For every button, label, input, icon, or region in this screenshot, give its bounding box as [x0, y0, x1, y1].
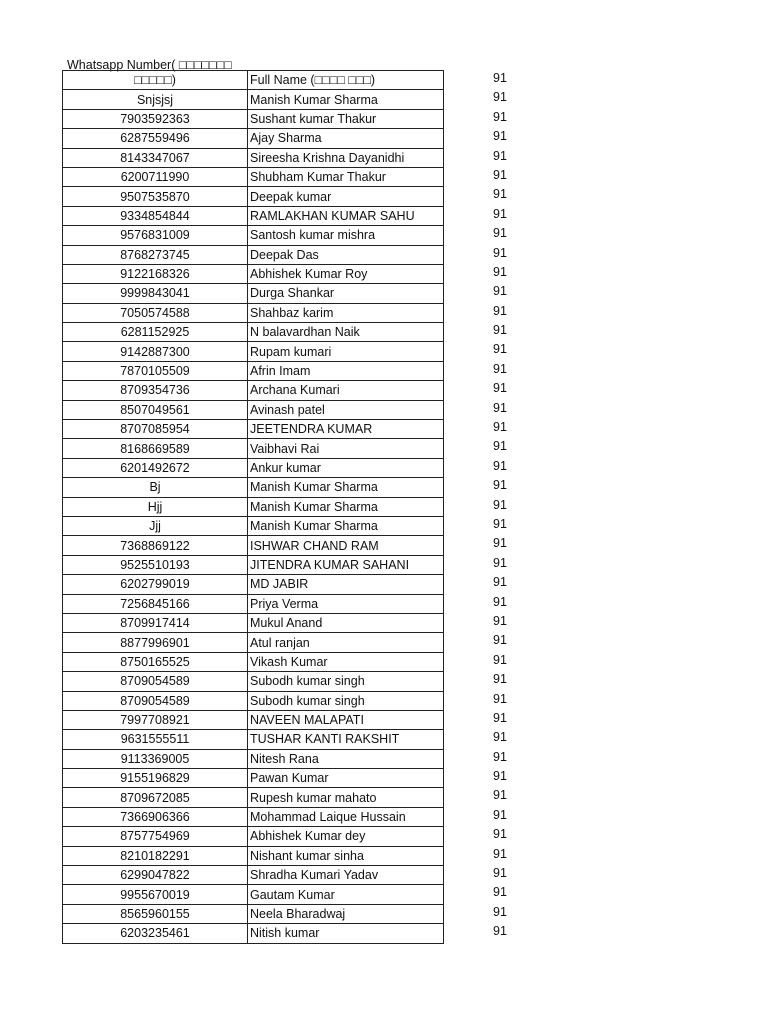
whatsapp-number-cell[interactable]: 8709054589	[63, 691, 248, 710]
table-row	[63, 730, 444, 749]
table-row	[63, 148, 444, 167]
table-row	[63, 381, 444, 400]
country-code-cell: 91	[493, 226, 507, 241]
country-code-cell: 91	[493, 303, 507, 318]
full-name-cell[interactable]: Nishant kumar sinha	[248, 846, 444, 865]
country-code-cell: 91	[493, 478, 507, 493]
full-name-cell[interactable]: Rupesh kumar mahato	[248, 788, 444, 807]
whatsapp-number-cell[interactable]: 6200711990	[63, 167, 248, 186]
table-row	[63, 497, 444, 516]
table-row	[63, 109, 444, 128]
whatsapp-number-cell[interactable]: 9631555511	[63, 730, 248, 749]
whatsapp-number-cell[interactable]: 9113369005	[63, 749, 248, 768]
whatsapp-number-cell[interactable]: 8210182291	[63, 846, 248, 865]
table-row	[63, 555, 444, 574]
country-code-cell: 91	[493, 439, 507, 454]
full-name-cell[interactable]: Abhishek Kumar dey	[248, 827, 444, 846]
whatsapp-number-cell[interactable]: 8143347067	[63, 148, 248, 167]
table-row	[63, 420, 444, 439]
country-code-cell: 91	[493, 323, 507, 338]
table-row	[63, 458, 444, 477]
full-name-cell[interactable]: Avinash patel	[248, 400, 444, 419]
table-row	[63, 323, 444, 342]
whatsapp-number-cell[interactable]: 6299047822	[63, 866, 248, 885]
full-name-cell[interactable]: Atul ranjan	[248, 633, 444, 652]
whatsapp-number-header: □□□□□)	[63, 71, 248, 90]
table-row	[63, 303, 444, 322]
table-row	[63, 187, 444, 206]
whatsapp-number-cell[interactable]: Bj	[63, 478, 248, 497]
whatsapp-number-cell[interactable]: 8709672085	[63, 788, 248, 807]
whatsapp-number-cell[interactable]: 8877996901	[63, 633, 248, 652]
full-name-cell[interactable]: Sushant kumar Thakur	[248, 109, 444, 128]
table-row	[63, 264, 444, 283]
full-name-cell[interactable]: JEETENDRA KUMAR	[248, 420, 444, 439]
full-name-cell[interactable]: Deepak kumar	[248, 187, 444, 206]
table-row	[63, 885, 444, 904]
contacts-table	[62, 70, 444, 944]
whatsapp-number-cell[interactable]: 7256845166	[63, 594, 248, 613]
table-row	[63, 594, 444, 613]
country-code-cell: 91	[493, 90, 507, 105]
whatsapp-number-cell[interactable]: Hjj	[63, 497, 248, 516]
full-name-cell[interactable]: Archana Kumari	[248, 381, 444, 400]
full-name-cell[interactable]: Nitish kumar	[248, 924, 444, 943]
full-name-cell[interactable]: Mohammad Laique Hussain	[248, 807, 444, 826]
whatsapp-number-cell[interactable]: 9142887300	[63, 342, 248, 361]
whatsapp-number-cell[interactable]: 8565960155	[63, 904, 248, 923]
table-row	[63, 633, 444, 652]
full-name-cell[interactable]: JITENDRA KUMAR SAHANI	[248, 555, 444, 574]
country-code-cell: 91	[493, 710, 507, 725]
full-name-cell[interactable]: TUSHAR KANTI RAKSHIT	[248, 730, 444, 749]
table-row	[63, 652, 444, 671]
country-code-cell: 91	[493, 400, 507, 415]
full-name-cell[interactable]: Shahbaz karim	[248, 303, 444, 322]
full-name-cell[interactable]: Subodh kumar singh	[248, 691, 444, 710]
country-code-cell: 91	[493, 497, 507, 512]
table-row	[63, 827, 444, 846]
table-row	[63, 478, 444, 497]
country-code-cell: 91	[493, 575, 507, 590]
country-code-cell: 91	[493, 420, 507, 435]
table-row	[63, 342, 444, 361]
whatsapp-number-cell[interactable]: 9122168326	[63, 264, 248, 283]
full-name-cell[interactable]: Durga Shankar	[248, 284, 444, 303]
table-row	[63, 536, 444, 555]
country-code-cell: 91	[493, 342, 507, 357]
full-name-cell[interactable]: Gautam Kumar	[248, 885, 444, 904]
country-code-cell: 91	[493, 167, 507, 182]
country-code-cell: 91	[493, 109, 507, 124]
full-name-header: Full Name (□□□□ □□□)	[248, 71, 444, 90]
whatsapp-number-cell[interactable]: 6201492672	[63, 458, 248, 477]
table-row	[63, 749, 444, 768]
whatsapp-number-cell[interactable]: 7366906366	[63, 807, 248, 826]
table-row	[63, 710, 444, 729]
full-name-cell[interactable]: Deepak Das	[248, 245, 444, 264]
country-code-header: 91	[493, 71, 507, 85]
country-code-cell: 91	[493, 148, 507, 163]
whatsapp-number-cell[interactable]: 8750165525	[63, 652, 248, 671]
country-code-cell: 91	[493, 613, 507, 628]
whatsapp-number-cell[interactable]: 8507049561	[63, 400, 248, 419]
country-code-cell: 91	[493, 206, 507, 221]
whatsapp-number-cell[interactable]: 8709354736	[63, 381, 248, 400]
table-row	[63, 245, 444, 264]
country-code-cell: 91	[493, 536, 507, 551]
full-name-cell[interactable]: Subodh kumar singh	[248, 672, 444, 691]
country-code-cell: 91	[493, 924, 507, 939]
whatsapp-number-cell[interactable]: 6202799019	[63, 575, 248, 594]
table-row	[63, 90, 444, 109]
whatsapp-number-cell[interactable]: 9334854844	[63, 206, 248, 225]
table-row	[63, 769, 444, 788]
full-name-cell[interactable]: Rupam kumari	[248, 342, 444, 361]
whatsapp-number-cell[interactable]: 8168669589	[63, 439, 248, 458]
table-row	[63, 575, 444, 594]
full-name-cell[interactable]: MD JABIR	[248, 575, 444, 594]
full-name-cell[interactable]: Abhishek Kumar Roy	[248, 264, 444, 283]
full-name-cell[interactable]: Santosh kumar mishra	[248, 226, 444, 245]
country-code-cell: 91	[493, 904, 507, 919]
table-row	[63, 206, 444, 225]
whatsapp-number-cell[interactable]: 8707085954	[63, 420, 248, 439]
table-row	[63, 613, 444, 632]
table-row	[63, 807, 444, 826]
whatsapp-number-cell[interactable]: 7368869122	[63, 536, 248, 555]
full-name-cell[interactable]: Shradha Kumari Yadav	[248, 866, 444, 885]
full-name-cell[interactable]: Sireesha Krishna Dayanidhi	[248, 148, 444, 167]
country-code-cell: 91	[493, 633, 507, 648]
country-code-cell: 91	[493, 652, 507, 667]
table-row	[63, 400, 444, 419]
table-row	[63, 904, 444, 923]
country-code-cell: 91	[493, 807, 507, 822]
whatsapp-number-cell[interactable]: 6281152925	[63, 323, 248, 342]
full-name-cell[interactable]: ISHWAR CHAND RAM	[248, 536, 444, 555]
table-row	[63, 924, 444, 943]
whatsapp-number-cell[interactable]: 9507535870	[63, 187, 248, 206]
country-code-cell: 91	[493, 361, 507, 376]
country-code-cell: 91	[493, 381, 507, 396]
full-name-cell[interactable]: Ajay Sharma	[248, 129, 444, 148]
whatsapp-number-cell[interactable]: 7870105509	[63, 361, 248, 380]
country-code-cell: 91	[493, 730, 507, 745]
table-row	[63, 788, 444, 807]
full-name-cell[interactable]: Vaibhavi Rai	[248, 439, 444, 458]
full-name-cell[interactable]: Priya Verma	[248, 594, 444, 613]
country-code-cell: 91	[493, 866, 507, 881]
whatsapp-number-cell[interactable]: 9576831009	[63, 226, 248, 245]
whatsapp-number-cell[interactable]: Jjj	[63, 516, 248, 535]
full-name-cell[interactable]: Nitesh Rana	[248, 749, 444, 768]
whatsapp-number-cell[interactable]: 9155196829	[63, 769, 248, 788]
table-row	[63, 361, 444, 380]
whatsapp-number-cell[interactable]: 9955670019	[63, 885, 248, 904]
full-name-cell[interactable]: Afrin Imam	[248, 361, 444, 380]
country-code-cell: 91	[493, 245, 507, 260]
table-row	[63, 226, 444, 245]
full-name-cell[interactable]: NAVEEN MALAPATI	[248, 710, 444, 729]
whatsapp-number-cell[interactable]: 7050574588	[63, 303, 248, 322]
whatsapp-number-cell[interactable]: 6203235461	[63, 924, 248, 943]
table-row	[63, 439, 444, 458]
whatsapp-number-cell[interactable]: Snjsjsj	[63, 90, 248, 109]
country-code-cell: 91	[493, 458, 507, 473]
full-name-cell[interactable]: Mukul Anand	[248, 613, 444, 632]
country-code-cell: 91	[493, 788, 507, 803]
table-row	[63, 846, 444, 865]
country-code-column	[480, 70, 520, 943]
full-name-cell[interactable]: Manish Kumar Sharma	[248, 90, 444, 109]
table-row	[63, 691, 444, 710]
whatsapp-number-cell[interactable]: 6287559496	[63, 129, 248, 148]
country-code-cell: 91	[493, 516, 507, 531]
table-row	[63, 167, 444, 186]
country-code-cell: 91	[493, 187, 507, 202]
full-name-cell[interactable]: Vikash Kumar	[248, 652, 444, 671]
table-row	[63, 129, 444, 148]
whatsapp-number-cell[interactable]: 8768273745	[63, 245, 248, 264]
contacts-table-body	[63, 71, 444, 944]
table-row	[63, 672, 444, 691]
country-code-cell: 91	[493, 264, 507, 279]
full-name-cell[interactable]: Manish Kumar Sharma	[248, 478, 444, 497]
full-name-cell[interactable]: Manish Kumar Sharma	[248, 516, 444, 535]
country-code-cell: 91	[493, 129, 507, 144]
whatsapp-header-line1: Whatsapp Number( □□□□□□□	[67, 58, 232, 72]
full-name-cell[interactable]: Neela Bharadwaj	[248, 904, 444, 923]
country-code-cell: 91	[493, 749, 507, 764]
whatsapp-number-cell[interactable]: 7997708921	[63, 710, 248, 729]
full-name-cell[interactable]: Manish Kumar Sharma	[248, 497, 444, 516]
full-name-cell[interactable]: RAMLAKHAN KUMAR SAHU	[248, 206, 444, 225]
whatsapp-number-cell[interactable]: 8757754969	[63, 827, 248, 846]
whatsapp-number-cell[interactable]: 8709917414	[63, 613, 248, 632]
country-code-cell: 91	[493, 846, 507, 861]
country-code-cell: 91	[493, 769, 507, 784]
country-code-cell: 91	[493, 827, 507, 842]
country-code-cell: 91	[493, 594, 507, 609]
country-code-cell: 91	[493, 555, 507, 570]
full-name-cell[interactable]: Ankur kumar	[248, 458, 444, 477]
table-row	[63, 516, 444, 535]
full-name-cell[interactable]: Pawan Kumar	[248, 769, 444, 788]
whatsapp-number-cell[interactable]: 8709054589	[63, 672, 248, 691]
table-row	[63, 284, 444, 303]
header-row	[63, 71, 444, 90]
country-code-cell: 91	[493, 672, 507, 687]
whatsapp-number-cell[interactable]: 9999843041	[63, 284, 248, 303]
country-code-cell: 91	[493, 691, 507, 706]
whatsapp-number-cell[interactable]: 7903592363	[63, 109, 248, 128]
full-name-cell[interactable]: Shubham Kumar Thakur	[248, 167, 444, 186]
table-row	[63, 866, 444, 885]
whatsapp-number-cell[interactable]: 9525510193	[63, 555, 248, 574]
country-code-cell: 91	[493, 284, 507, 299]
country-code-cell: 91	[493, 885, 507, 900]
full-name-cell[interactable]: N balavardhan Naik	[248, 323, 444, 342]
